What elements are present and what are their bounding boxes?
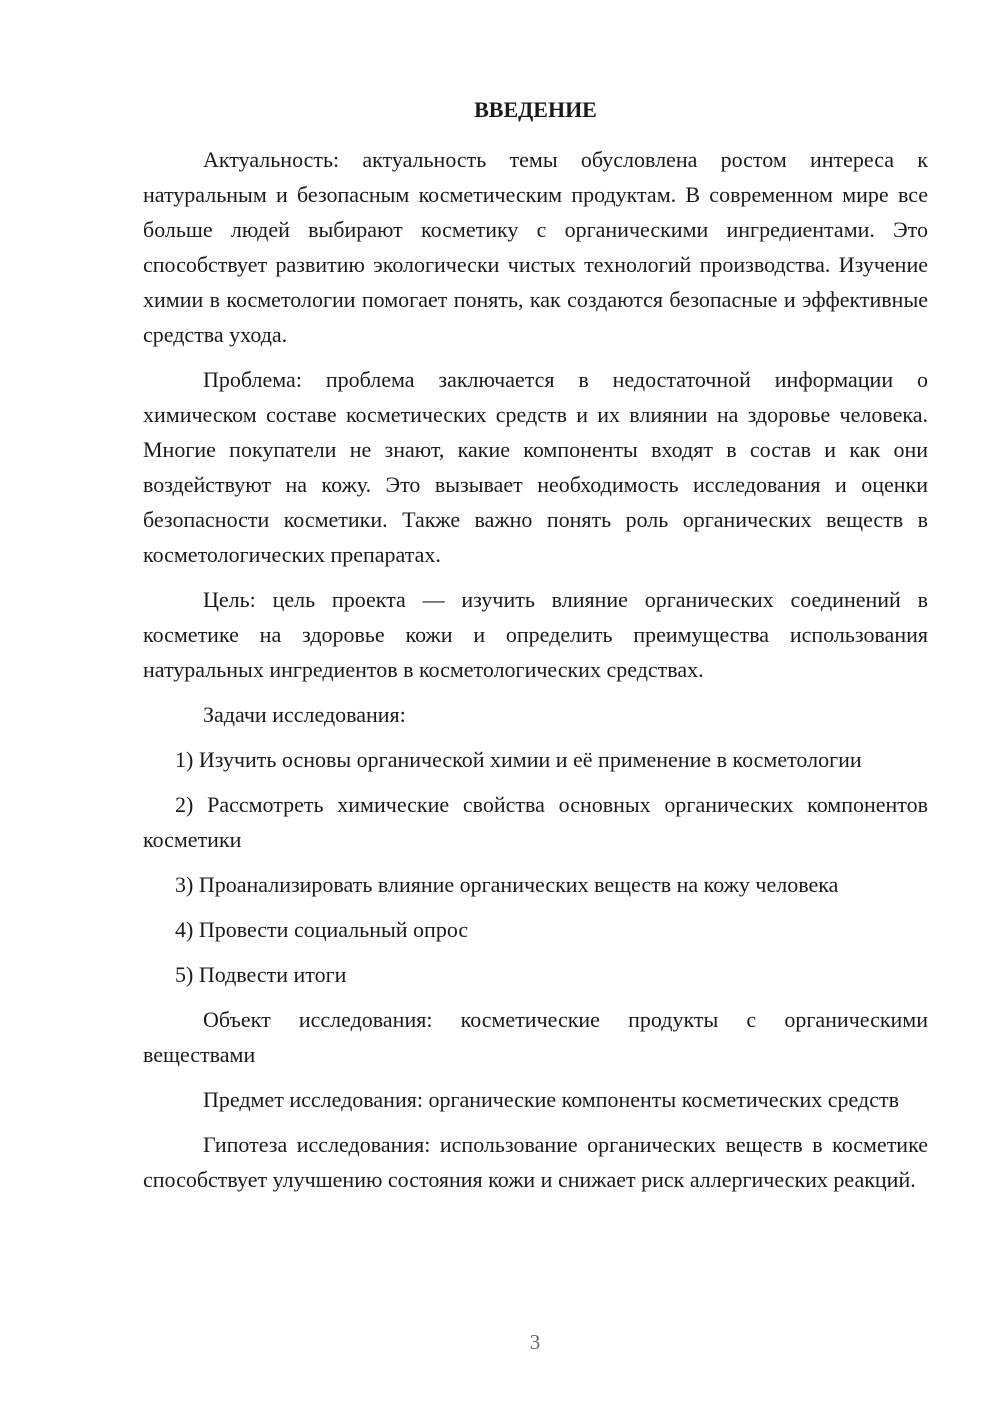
paragraph-problem: Проблема: проблема заключается в недостаточной информации о химическом составе косметических средств и их влиянии на здоровье человека. Многие покупатели не знают, какие компоненты входят в состав и как они воздействуют на кожу. Это вызывает необходимость исследования и оценки безопасности косметики. Также важно понять роль органических веществ в косметологических препаратах. (143, 367, 928, 567)
page-title: ВВЕДЕНИЕ (474, 97, 597, 122)
task-item-3: 3) Проанализировать влияние органических веществ на кожу человека (175, 872, 839, 897)
paragraph-hypothesis: Гипотеза исследования: использование органических веществ в косметике способствует улучшению состояния кожи и снижает риск аллергических реакций. (143, 1132, 928, 1192)
paragraph-object: Объект исследования: косметические продукты с органическими веществами (143, 1007, 928, 1067)
paragraph-relevance: Актуальность: актуальность темы обусловлена ростом интереса к натуральным и безопасным косметическим продуктам. В современном мире все больше людей выбирают косметику с органическими ингредиентами. Это способствует развитию экологически чистых технологий производства. Изучение химии в косметологии помогает понять, как создаются безопасные и эффективные средства ухода. (143, 147, 928, 347)
task-item-5: 5) Подвести итоги (175, 962, 347, 987)
task-item-2: 2) Рассмотреть химические свойства основных органических компонентов косметики (143, 792, 928, 852)
paragraph-subject: Предмет исследования: органические компоненты косметических средств (203, 1087, 899, 1112)
task-item-4: 4) Провести социальный опрос (175, 917, 469, 942)
paragraph-goal: Цель: цель проекта — изучить влияние органических соединений в косметике на здоровье кожи и определить преимущества использования натуральных ингредиентов в косметологических средствах. (143, 587, 928, 682)
tasks-heading: Задачи исследования: (203, 702, 406, 727)
page-number: 3 (529, 1330, 541, 1354)
document-page (143, 92, 928, 1207)
task-item-1: 1) Изучить основы органической химии и её применение в косметологии (175, 747, 862, 772)
